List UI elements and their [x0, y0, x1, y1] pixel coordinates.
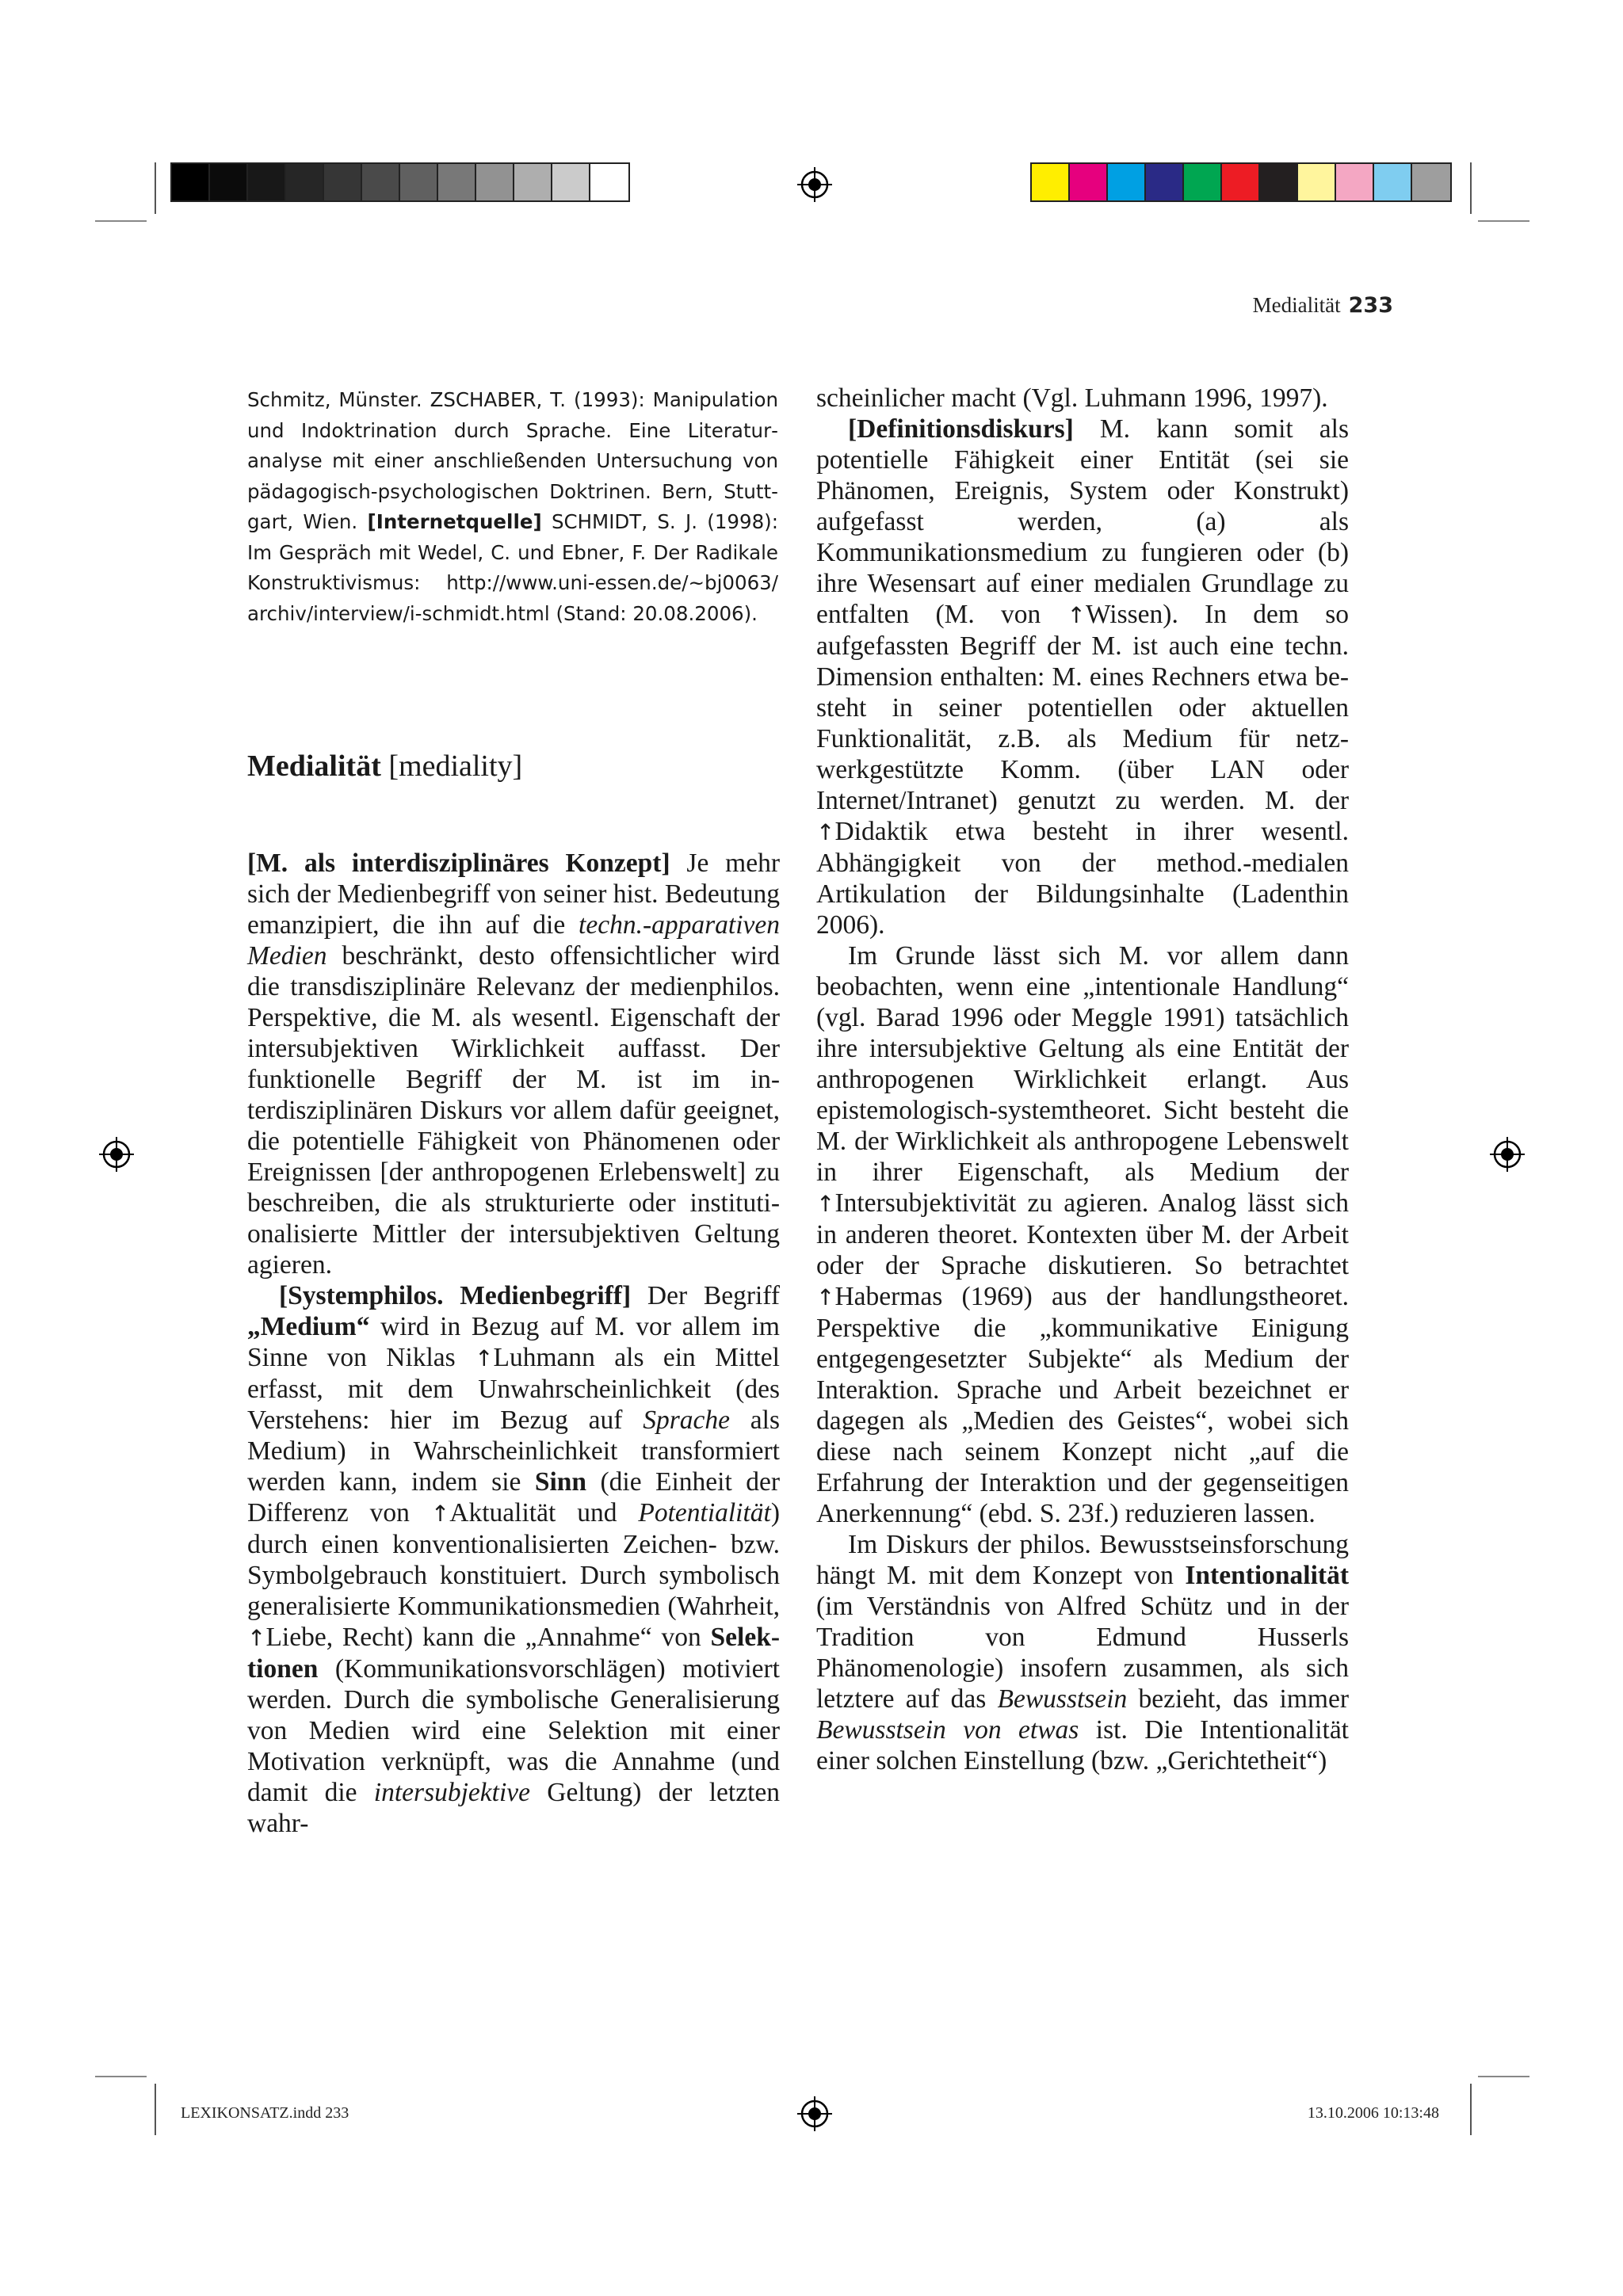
color-swatch — [1374, 164, 1412, 200]
color-swatch — [1412, 164, 1450, 200]
cross-reference-arrow-icon: ↑ — [816, 819, 835, 845]
color-swatch — [1070, 164, 1108, 200]
crop-mark-bottom-right-v — [1470, 2084, 1472, 2135]
references-text-1: Schmitz, Münster. ZSCHABER, T. (1993): Manipulation und Indoktrination durch Sprache. Eine Literaturanalyse mit einer anschließenden Untersuchung von pädagogisch-psychologischen Doktrinen. Bern, Stuttgart, Wien. — [247, 388, 778, 533]
gray-swatch — [210, 164, 248, 200]
crop-mark-top-left-h — [95, 220, 147, 222]
footer-timestamp: 13.10.2006 10:13:48 — [1307, 2104, 1439, 2122]
gray-swatch — [514, 164, 552, 200]
color-swatch — [1260, 164, 1298, 200]
gray-swatch — [362, 164, 400, 200]
cross-reference-arrow-icon: ↑ — [816, 1191, 835, 1217]
section-heading: [Definitionsdiskurs] — [848, 414, 1074, 444]
gray-swatch — [324, 164, 362, 200]
color-swatch — [1146, 164, 1184, 200]
gray-swatch — [552, 164, 590, 200]
color-calibration-bar — [1030, 162, 1452, 202]
gray-swatch — [400, 164, 438, 200]
running-header — [1253, 293, 1393, 318]
color-swatch — [1336, 164, 1374, 200]
cross-reference-arrow-icon: ↑ — [430, 1501, 450, 1527]
cross-reference-arrow-icon: ↑ — [247, 1625, 266, 1651]
references-block — [247, 385, 778, 629]
gray-swatch — [286, 164, 324, 200]
crop-mark-bottom-left-v — [155, 2084, 156, 2135]
crop-mark-bottom-right-h — [1478, 2076, 1529, 2077]
gray-swatch — [248, 164, 286, 200]
paragraph-interdisciplinary-concept: [M. als interdisziplinäres Konzept] Je mehr sich der Medienbegriff von seiner hist. Bedeutung emanzipiert, die ihn auf die techn.-apparativen Medien beschränkt, desto offensichtlicher wird die transdisziplinäre Relevanz der medienphilos. Perspektive, die M. als wesentl. Eigenschaft der intersubjektiven Wirklichkeit auffasst. Der funktionelle Begriff der M. ist im interdisziplinären Diskurs vor allem dafür geeignet, die potentielle Fähigkeit von Phänomenen oder Ereignissen [der anthropogenen Erlebenswelt] zu beschreiben, die als strukturierte oder institutionalisierte Mittler der intersubjektiven Geltung agieren. — [247, 849, 781, 1280]
entry-translation: [mediality] — [388, 749, 523, 783]
entry-title — [247, 749, 522, 784]
running-header-title: Medialität — [1252, 293, 1341, 317]
crop-mark-top-right-h — [1478, 220, 1529, 222]
left-column — [247, 848, 780, 1839]
paragraph-definition-discourse: [Definitionsdiskurs] M. kann somit als potentielle Fähigkeit einer Entität (sei sie Phänomen, Ereignis, System oder Konstrukt) aufgefasst werden, (a) als Kommunikationsmedium zu fungieren oder (b) ihre Wesensart auf einer medialen Grundlage zu entfalten (M. von ↑Wissen). In dem so aufgefassten Begriff der M. ist auch eine techn. Dimension enthalten: M. eines Rechners etwa besteht in seiner potentiellen oder aktuellen Funktionalität, z.B. als Medium für netzwerkgestützte Komm. (über LAN oder Internet/Intranet) genutzt zu werden. M. der ↑Didaktik etwa besteht in ihrer wesentl. Abhängigkeit von der method.-medialen Artikulation der Bildungsinhalte (Ladenthin 2006). — [816, 414, 1349, 940]
color-swatch — [1298, 164, 1336, 200]
cross-reference-arrow-icon: ↑ — [475, 1345, 494, 1371]
references-text-2: SCHMIDT, S. J. (1998): Im Gespräch mit Wedel, C. und Ebner, F. Der Radikale Konstruktivismus: http://www.uni-essen.de/~bj0063/ archiv/interview/i-schmidt.html (Stand: 20.08.2006). — [247, 510, 778, 625]
gray-swatch — [438, 164, 476, 200]
color-swatch — [1222, 164, 1260, 200]
right-column — [816, 383, 1349, 1776]
grayscale-calibration-bar — [170, 162, 630, 202]
cross-reference-arrow-icon: ↑ — [816, 1284, 835, 1310]
registration-mark-right-icon — [1490, 1137, 1525, 1172]
color-swatch — [1108, 164, 1146, 200]
section-heading: [Systemphilos. Medienbegriff] — [279, 1281, 632, 1310]
section-heading: [M. als interdisziplinäres Konzept] — [247, 849, 670, 878]
registration-mark-left-icon — [99, 1137, 134, 1172]
paragraph-continuation: scheinlicher macht (Vgl. Luhmann 1996, 1997). — [816, 383, 1328, 413]
gray-swatch — [172, 164, 210, 200]
paragraph-consciousness-research: Im Diskurs der philos. Bewusstseinsforschung hängt M. mit dem Konzept von Intentionalität (im Verständnis von Alfred Schütz und in der Tradition von Edmund Husserls Phänomenologie) insofern zusammen, als sich letztere auf das Bewusstsein bezieht, das immer Bewusstsein von etwas ist. Die Intentionalität einer solchen Einstellung (bzw. „Gerichtetheit“) — [816, 1530, 1349, 1775]
registration-mark-bottom-icon — [797, 2096, 832, 2131]
crop-mark-top-right-v — [1470, 162, 1472, 214]
crop-mark-top-left-v — [155, 162, 156, 214]
entry-headword: Medialität — [247, 749, 381, 783]
references-label: [Internetquelle] — [367, 510, 542, 533]
registration-mark-top-icon — [797, 167, 832, 202]
cross-reference-arrow-icon: ↑ — [1067, 602, 1086, 628]
paragraph-intentional-action: Im Grunde lässt sich M. vor allem dann beobachten, wenn eine „intentionale Handlung“ (vgl. Barad 1996 oder Meggle 1991) tatsächlich ihre intersubjektive Geltung als eine Entität der anthropogenen Wirklichkeit erlangt. Aus epistemologisch-systemtheoret. Sicht besteht die M. der Wirklichkeit als anthropogene Lebenswelt in ihrer Eigenschaft, als Medium der ↑Intersubjektivität zu agieren. Analog lässt sich in anderen theoret. Kontexten über M. der Arbeit oder der Sprache diskutieren. So betrachtet ↑Habermas (1969) aus der handlungstheoret. Perspektive die „kommunikative Einigung entgegengesetzter Subjekte“ als Medium der Interaktion. Sprache und Arbeit bezeichnet er dagegen als „Medien des Geistes“, wobei sich diese nach seinem Konzept nicht „auf die Erfahrung der Interaktion und der gegenseitigen Anerkennung“ (ebd. S. 23f.) reduzieren lassen. — [816, 941, 1349, 1528]
gray-swatch — [476, 164, 514, 200]
footer-file-info: LEXIKONSATZ.indd 233 — [181, 2104, 349, 2122]
color-swatch — [1184, 164, 1222, 200]
color-swatch — [1032, 164, 1070, 200]
page-number: 233 — [1348, 293, 1393, 318]
gray-swatch — [590, 164, 628, 200]
paragraph-system-philosophy: [Systemphilos. Medienbegriff] Der Begriff „Medium“ wird in Bezug auf M. vor allem im Sinne von Niklas ↑Luhmann als ein Mittel erfasst, mit dem Unwahrscheinlichkeit (des Verstehens: hier im Bezug auf Sprache als Medium) in Wahrscheinlichkeit transformiert werden kann, indem sie Sinn (die Einheit der Differenz von ↑Aktualität und Potentialität) durch einen konventionalisierten Zeichen- bzw. Symbolgebrauch konstituiert. Durch symbolisch generalisierte Kommunikationsmedien (Wahrheit, ↑Liebe, Recht) kann die „Annahme“ von Selektionen (Kommunikationsvorschlägen) motiviert werden. Durch die symbolische Generalisierung von Medien wird eine Selektion mit einer Motivation verknüpft, was die Annahme (und damit die intersubjektive Geltung) der letzten wahr- — [247, 1281, 781, 1838]
crop-mark-bottom-left-h — [95, 2076, 147, 2077]
